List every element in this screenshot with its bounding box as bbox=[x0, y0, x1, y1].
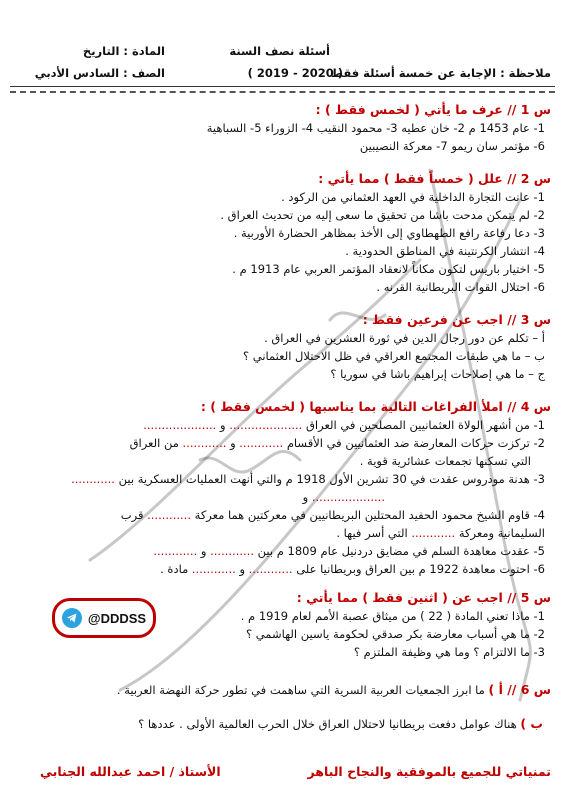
telegram-channel-badge[interactable] bbox=[52, 598, 156, 638]
q3-title: س 3 // اجب عن فرعين فقط : bbox=[362, 312, 551, 327]
q2-item: 4- انتشار الكرنتينة في المناطق الحدودية . bbox=[345, 244, 545, 258]
q6-part-b: ب ) هناك عوامل دفعت بريطانيا لاحتلال العراق خلال الحرب العالمية الأولى . عددها ؟ bbox=[138, 716, 543, 731]
q2-item: 1- عانت التجارة الداخلية في العهد العثماني من الركود . bbox=[281, 190, 545, 204]
q2-title: س 2 // علل ( خمساً فقط ) مما يأتي : bbox=[318, 171, 551, 186]
q5-title: س 5 // اجب عن ( اثنين فقط ) مما يأتي : bbox=[296, 590, 551, 605]
q5-item: 1- ماذا تعني المادة ( 22 ) من ميثاق عصبة الأمم لعام 1919 م . bbox=[240, 609, 545, 623]
note-label: ملاحظة : الإجابة عن خمسة أسئلة فقط bbox=[331, 66, 551, 80]
q1-terms-row-1: 1- عام 1453 م 2- خان عطيه 3- محمود النقيب 4- الزوراء 5- السباهية bbox=[206, 121, 545, 135]
subject-label: المادة : التاريخ bbox=[82, 44, 165, 58]
footer-wish: تمنياتي للجميع بالموفقية والنجاح الباهر bbox=[307, 764, 551, 779]
q5-item: 2- ما هي أسباب معارضة بكر صدقي لحكومة ياسين الهاشمي ؟ bbox=[245, 627, 545, 641]
footer-teacher: الأستاذ / احمد عبدالله الجنابي bbox=[40, 764, 221, 779]
q3-item: ب – ما هي طبقات المجتمع العراقي في ظل الاحتلال العثماني ؟ bbox=[242, 349, 545, 363]
q1-title: س 1 // عرف ما يأتي ( لخمس فقط ) : bbox=[315, 102, 551, 117]
q4-line-4-cont: السليمانية ومعركة ............ التي أسر فيها . bbox=[336, 526, 545, 540]
q3-item: ج – ما هي إصلاحات إبراهيم باشا في سوريا ؟ bbox=[330, 367, 545, 381]
q2-item: 5- اختيار باريس لتكون مكاناً لانعقاد المؤتمر العربي عام 1913 م . bbox=[232, 262, 545, 276]
q4-title: س 4 // املأ الفراغات التالية بما يناسبها ( لخمس فقط ) : bbox=[200, 399, 551, 414]
q6-part-a: س 6 // أ ) ما ابرز الجمعيات العربية السرية التي ساهمت في تطور حركة النهضة العربية . bbox=[116, 682, 551, 697]
exam-title: أسئلة نصف السنة bbox=[229, 44, 330, 58]
grade-label: الصف : السادس الأدبي bbox=[34, 66, 165, 80]
q4-line-4: 4- قاوم الشيخ محمود الحفيد المحتلين البريطانيين في معركتين هما معركة ............ قرب bbox=[120, 508, 545, 522]
header-divider bbox=[10, 86, 555, 87]
q5-item: 3- ما الالتزام ؟ وما هي وظيفة الملتزم ؟ bbox=[353, 645, 545, 659]
q4-line-1: 1- من أشهر الولاة العثمانيين المصلحين في العراق .................... و .................... bbox=[143, 418, 545, 432]
telegram-handle: @DDDSS bbox=[87, 610, 147, 626]
q2-item: 3- دعا رفاعة رافع الطهطاوي إلى الأخذ بمظاهر الحضارة الأوربية . bbox=[233, 226, 545, 240]
q4-line-5: 5- عقدت معاهدة السلم في مضايق دردنيل عام 1809 م بين ............ و ............ bbox=[153, 544, 545, 558]
q4-line-6: 6- احتوت معاهدة 1922 م بين العراق وبريطانيا على ............ و ............ مادة . bbox=[160, 562, 545, 576]
q4-line-2: 2- تركزت حركات المعارضة ضد العثمانيين في الأقسام ............ و ............ من العراق bbox=[129, 436, 545, 450]
telegram-icon bbox=[62, 608, 82, 628]
q2-item: 6- احتلال القوات البريطانية القرنه . bbox=[376, 280, 545, 294]
exam-year: ( 2019 - 2020 ) bbox=[247, 66, 343, 80]
header-divider-dashed bbox=[10, 91, 555, 93]
q4-line-2-cont: التي تسكنها تجمعات عشائرية قوية . bbox=[359, 454, 531, 468]
q2-item: 2- لم يتمكن مدحت باشا من تحقيق ما سعى إليه من تحديث العراق . bbox=[220, 208, 545, 222]
q1-terms-row-2: 6- مؤتمر سان ريمو 7- معركة النصيبين bbox=[359, 139, 545, 153]
q4-line-3-cont: .................... و bbox=[302, 490, 385, 504]
q3-item: أ – تكلم عن دور رجال الدين في ثورة العشرين في العراق . bbox=[264, 331, 545, 345]
q4-line-3: 3- هدنة مودروس عقدت في 30 تشرين الأول 1918 م والتي أنهت العمليات العسكرية بين ............ bbox=[71, 472, 545, 486]
